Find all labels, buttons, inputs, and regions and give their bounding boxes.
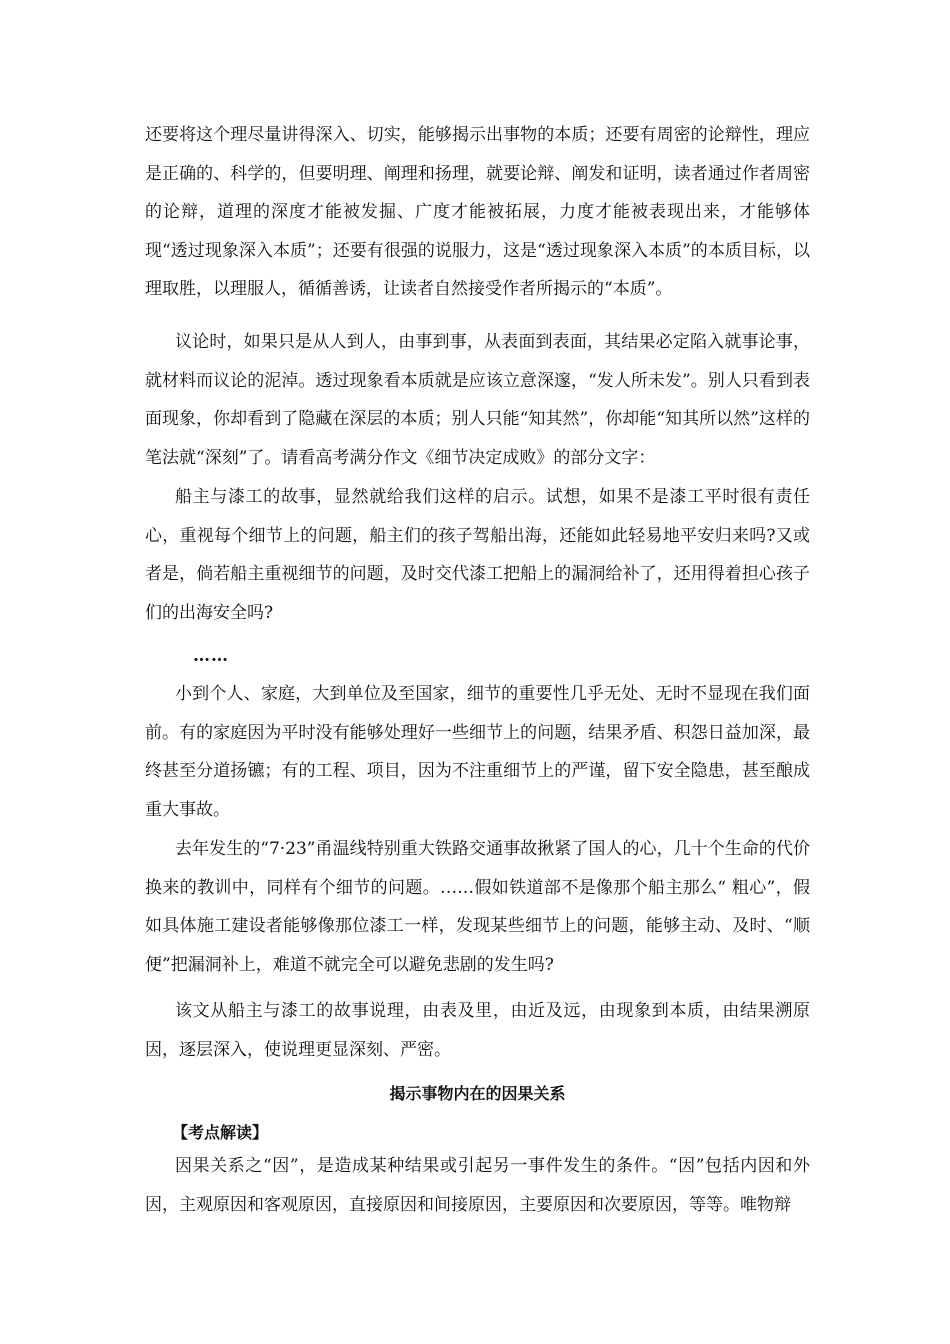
paragraph-quote-boat-story: 船主与漆工的故事，显然就给我们这样的启示。试想，如果不是漆工平时很有责任心，重视每个细节上的问题，船主们的孩子驾船出海，还能如此轻易地平安归来吗?又或者是，倘若船主重视细节的问题，及时交代漆工把船上的漏洞给补了，还用得着担心孩子们的出海安全吗? xyxy=(145,487,810,623)
paragraph-quote-details-importance: 小到个人、家庭，大到单位及至国家，细节的重要性几乎无处、无时不显现在我们面前。有的家庭因为平时没有能够处理好一些细节上的问题，结果矛盾、积怨日益加深，最终甚至分道扬镳；有的工程、项目，因为不注重细节上的严谨，留下安全隐患，甚至酿成重大事故。 xyxy=(145,684,810,820)
paragraph-quote-rail-accident: 去年发生的“7·23”甬温线特别重大铁路交通事故揪紧了国人的心，几十个生命的代价换来的教训中，同样有个细节的问题。……假如铁道部不是像那个船主那么“ 粗心”，假如具体施工建设者能够像那位漆工一样，发现某些细节上的问题，能够主动、及时、“顺便”把漏洞补上，难道不就完全可以避免悲剧的发生吗? xyxy=(145,839,810,975)
quote-ellipsis: …… xyxy=(193,646,229,666)
subsection-label: 【考点解读】 xyxy=(172,1123,269,1142)
paragraph-avoid-shallow-argument: 议论时，如果只是从人到人，由事到事，从表面到表面，其结果必定陷入就事论事，就材料而议论的泥淖。透过现象看本质就是应该立意深邃，“发人所未发”。别人只看到表面现象，你却看到了隐藏在深层的本质；别人只能“知其然”，你却能“知其所以然”这样的笔法就“深刻”了。请看高考满分作文《细节决定成败》的部分文字： xyxy=(145,332,810,468)
paragraph-causality-explanation: 因果关系之“因”，是造成某种结果或引起另一事件发生的条件。“因”包括内因和外因，主观原因和客观原因，直接原因和间接原因，主要原因和次要原因，等等。唯物辩 xyxy=(145,1156,810,1215)
paragraph-commentary: 该文从船主与漆工的故事说理，由表及里，由近及远，由现象到本质，由结果溯原因，逐层深入，使说理更显深刻、严密。 xyxy=(145,1001,810,1060)
paragraph-essence-requirements: 还要将这个理尽量讲得深入、切实，能够揭示出事物的本质；还要有周密的论辩性，理应是正确的、科学的，但要明理、阐理和扬理，就要论辩、阐发和证明，读者通过作者周密的论辩，道理的深度才能被发掘、广度才能被拓展，力度才能被表现出来，才能够体现“透过现象深入本质”；还要有很强的说服力，这是“透过现象深入本质”的本质目标，以理取胜，以理服人，循循善诱，让读者自然接受作者所揭示的“本质”。 xyxy=(145,125,810,300)
section-heading: 揭示事物内在的因果关系 xyxy=(389,1084,566,1103)
